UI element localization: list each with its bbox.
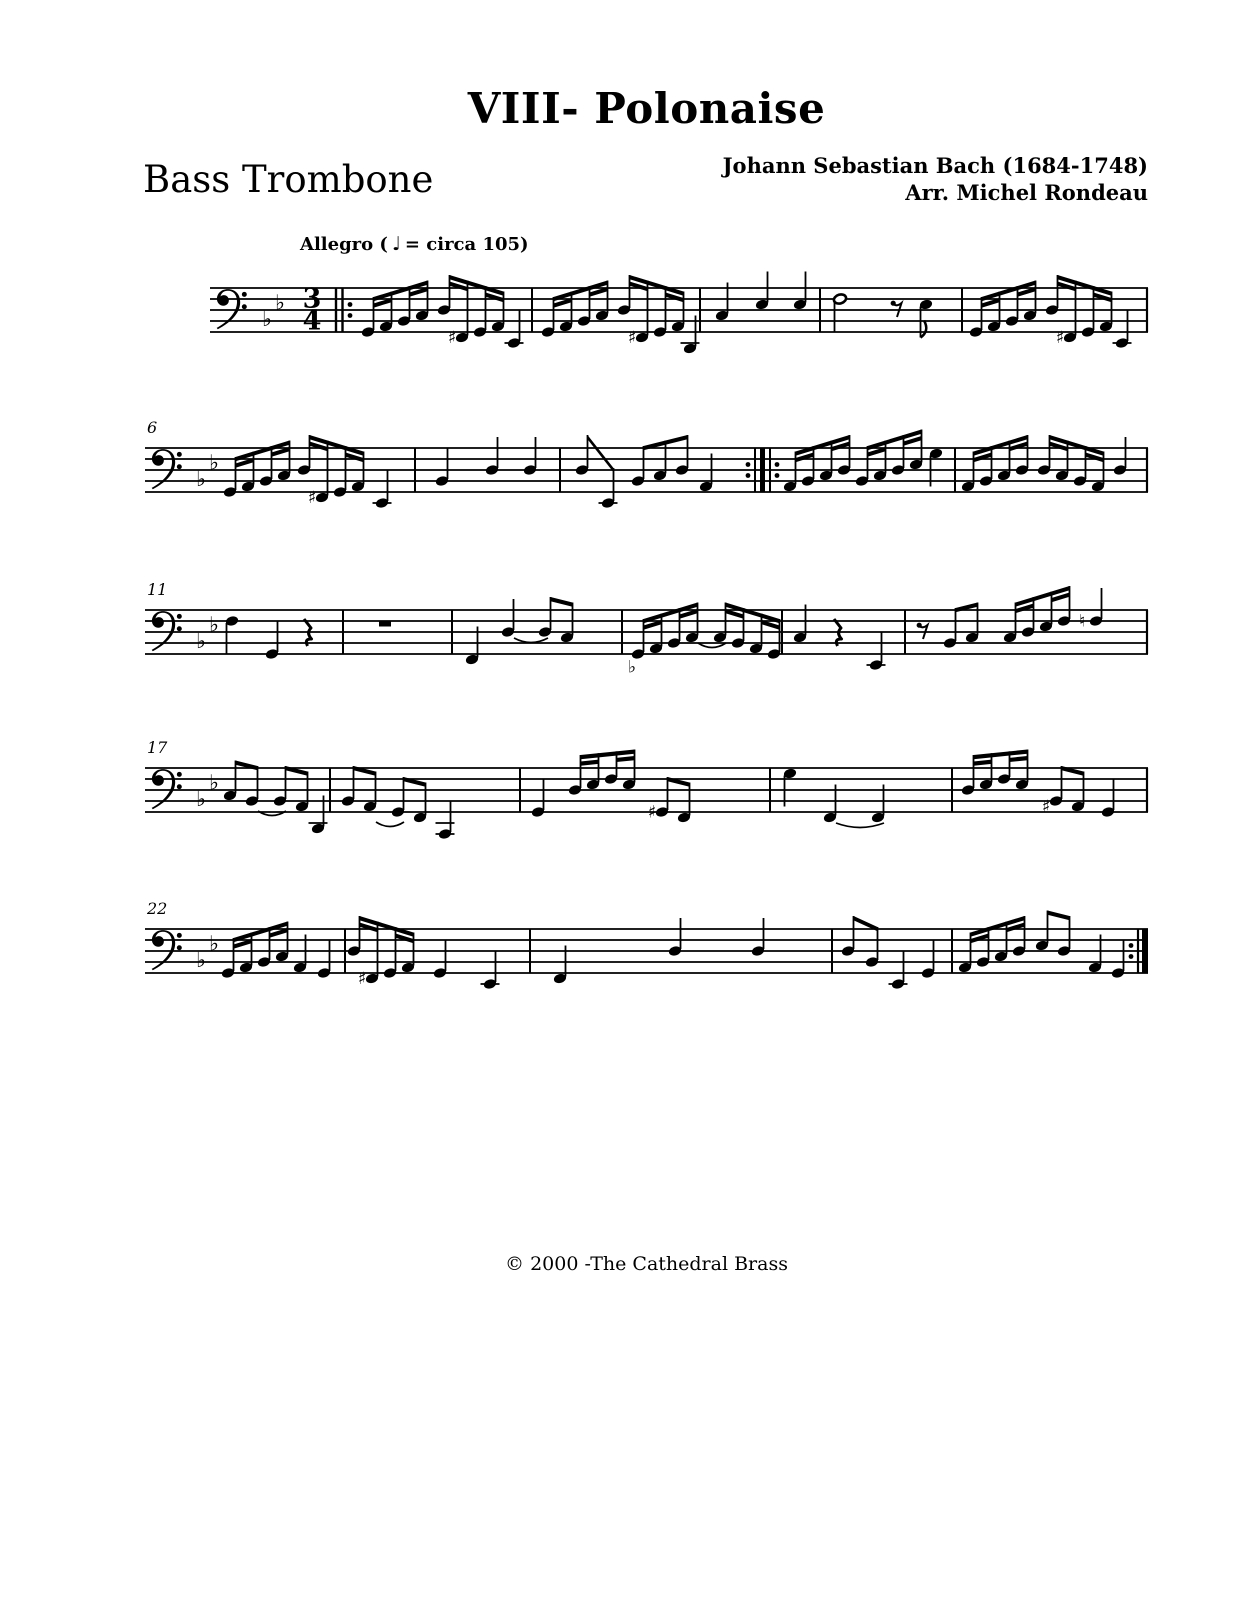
- eighth-rest: [917, 623, 928, 639]
- copyright-footer: © 2000 -The Cathedral Brass: [505, 1253, 788, 1275]
- music-system: [210, 272, 1148, 355]
- accidental: ♯: [447, 328, 457, 348]
- accidental: ♯: [307, 488, 317, 508]
- music-system: [145, 899, 1148, 990]
- notes: [223, 750, 1115, 841]
- tempo-text-suffix: = circa 105): [404, 234, 529, 255]
- accidental: ♯: [357, 969, 367, 989]
- flat-icon: ♭: [209, 612, 219, 637]
- flat-icon: ♭: [209, 770, 219, 795]
- eighth-rest: [891, 301, 902, 317]
- measure-number: 17: [147, 738, 168, 757]
- tie: [836, 823, 884, 828]
- flat-icon: ♭: [196, 467, 206, 491]
- time-signature: [303, 284, 322, 337]
- flat-icon: ♭: [196, 948, 206, 972]
- piece-title: VIII- Polonaise: [467, 84, 826, 133]
- tie: [376, 822, 404, 827]
- flat-icon: ♭: [196, 787, 206, 811]
- svg-text:4: 4: [302, 305, 322, 337]
- accidental: ♯: [647, 802, 657, 823]
- accidental: ♯: [1041, 797, 1051, 817]
- flat-icon: ♭: [209, 450, 219, 475]
- svg-text:3: 3: [302, 283, 322, 315]
- half-rest: [379, 621, 391, 627]
- music-system: [145, 580, 1148, 678]
- accidental: ♯: [627, 328, 637, 348]
- notes: [361, 272, 1132, 355]
- quarter-note-icon: ♩: [391, 233, 401, 255]
- measure-number: 22: [147, 899, 168, 918]
- flat-icon: ♭: [209, 931, 219, 956]
- measure-number: 6: [147, 418, 158, 437]
- accidental: ♯: [1055, 328, 1065, 348]
- flat-icon: ♭: [275, 290, 285, 315]
- music-system: [145, 418, 1148, 509]
- flat-icon: ♭: [196, 629, 206, 653]
- music-system: [145, 738, 1148, 840]
- flat-icon: ♭: [262, 307, 272, 331]
- tempo-text-prefix: Allegro (: [300, 234, 388, 255]
- tie: [514, 638, 548, 643]
- measure-number: 11: [147, 580, 168, 599]
- accidental: ♭: [627, 657, 637, 678]
- composer-name: Johann Sebastian Bach (1684-1748): [722, 153, 1148, 178]
- accidental: ♮: [1078, 611, 1086, 632]
- instrument-label: Bass Trombone: [143, 158, 434, 201]
- arranger-name: Arr. Michel Rondeau: [905, 180, 1148, 205]
